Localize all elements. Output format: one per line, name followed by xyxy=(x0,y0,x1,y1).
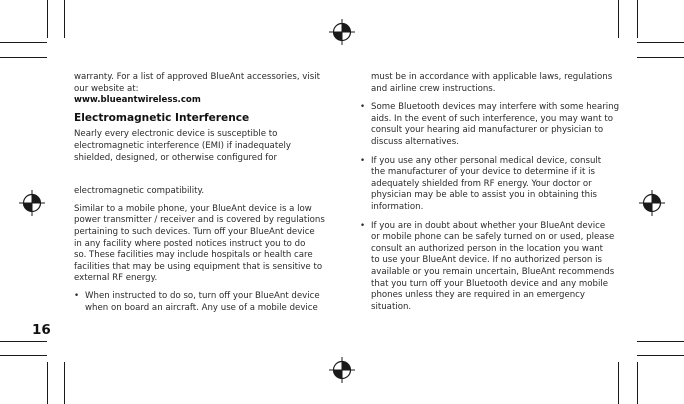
registration-mark-icon xyxy=(639,190,665,216)
crop-mark-tr-horizontal xyxy=(637,42,684,43)
right-column xyxy=(360,72,622,313)
left-column xyxy=(74,72,336,314)
text-line: If you use any other personal medical device, consult xyxy=(371,155,602,166)
text-line: external RF energy. xyxy=(74,273,158,284)
list-item xyxy=(360,102,622,148)
text-line: adequately shielded from RF energy. Your doctor or xyxy=(371,178,592,189)
bullet-icon: • xyxy=(74,290,80,301)
text-line: or mobile phone can be safely turned on or used, please xyxy=(371,232,615,243)
text-line: available or you remain uncertain, BlueAnt recommends xyxy=(371,266,615,277)
list-item xyxy=(74,291,336,314)
text-line: pertaining to such devices. Turn off your BlueAnt device xyxy=(74,226,315,237)
bullet-list xyxy=(360,102,622,313)
crop-mark-right-mid-line xyxy=(637,57,684,58)
continuation-paragraph xyxy=(360,72,622,95)
text-line: shielded, designed, or otherwise configured for xyxy=(74,152,278,163)
text-line: information. xyxy=(371,201,424,212)
page-number: 16 xyxy=(32,322,51,338)
text-line: Similar to a mobile phone, your BlueAnt device is a low xyxy=(74,203,312,214)
intro-paragraph xyxy=(74,72,336,107)
text-line: warranty. For a list of approved BlueAnt accessories, visit xyxy=(74,72,320,82)
text-line: in any facility where posted notices instruct you to do xyxy=(74,238,306,249)
text-line: our website at: xyxy=(74,83,139,94)
text-line: Some Bluetooth devices may interfere with some hearing xyxy=(371,102,620,113)
text-line: the manufacturer of your device to determine if it is xyxy=(371,167,595,178)
website-link[interactable]: www.blueantwireless.com xyxy=(74,95,201,106)
text-line: aids. In the event of such interference, you may want to xyxy=(371,113,613,124)
text-line: electromagnetic interference (EMI) if inadequately xyxy=(74,140,291,151)
text-line: power transmitter / receiver and is covered by regulations xyxy=(74,215,325,226)
section-heading: Electromagnetic Interference xyxy=(74,111,250,124)
crop-mark-top-right-tick xyxy=(618,0,619,38)
text-line: If you are in doubt about whether your BlueAnt device xyxy=(371,220,606,231)
bullet-icon: • xyxy=(360,220,366,231)
registration-mark-icon xyxy=(19,190,45,216)
emi-paragraph-end: electromagnetic compatibility. xyxy=(74,186,205,197)
text-line: to use your BlueAnt device. If no authorized person is xyxy=(371,255,602,266)
crop-mark-tr-vertical xyxy=(637,0,638,38)
text-line: and airline crew instructions. xyxy=(371,83,496,94)
text-line: discuss alternatives. xyxy=(371,136,459,147)
bullet-list xyxy=(74,291,336,314)
crop-mark-bottom-left-tick xyxy=(64,362,65,404)
crop-mark-tl-horizontal xyxy=(0,42,47,43)
text-line: must be in accordance with applicable laws, regulations xyxy=(371,72,613,82)
text-line: consult your hearing aid manufacturer or physician to xyxy=(371,125,604,136)
text-line: consult an authorized person in the location you want xyxy=(371,243,604,254)
crop-mark-left-mid-line xyxy=(0,57,47,58)
text-line: situation. xyxy=(371,301,412,312)
text-line: facilities that may be using equipment that is sensitive to xyxy=(74,261,323,272)
text-line: that you turn off your Bluetooth device and any mobile xyxy=(371,278,609,289)
text-line: When instructed to do so, turn off your BlueAnt device xyxy=(85,290,320,301)
bullet-icon: • xyxy=(360,102,366,113)
crop-mark-br-vertical xyxy=(637,362,638,404)
text-line: when on board an aircraft. Any use of a mobile device xyxy=(85,302,318,313)
text-line: phones unless they are required in an emergency xyxy=(371,290,585,301)
list-item xyxy=(360,156,622,214)
crop-mark-left-low-line xyxy=(0,341,47,342)
list-item xyxy=(360,221,622,314)
crop-mark-br-horizontal xyxy=(637,355,684,356)
transmitter-paragraph xyxy=(74,204,336,285)
crop-mark-right-low-line xyxy=(637,341,684,342)
text-line: Nearly every electronic device is susceptible to xyxy=(74,129,278,140)
emi-paragraph xyxy=(74,129,336,164)
crop-mark-bl-horizontal xyxy=(0,355,47,356)
registration-mark-icon xyxy=(329,357,355,383)
crop-mark-tl-vertical xyxy=(47,0,48,38)
crop-mark-bottom-right-tick xyxy=(618,362,619,404)
crop-mark-bl-vertical xyxy=(47,362,48,404)
text-line: physician may be able to assist you in obtaining this xyxy=(371,190,597,201)
bullet-icon: • xyxy=(360,155,366,166)
crop-mark-top-left-tick xyxy=(64,0,65,38)
text-line: so. These facilities may include hospitals or health care xyxy=(74,250,313,261)
registration-mark-icon xyxy=(329,19,355,45)
